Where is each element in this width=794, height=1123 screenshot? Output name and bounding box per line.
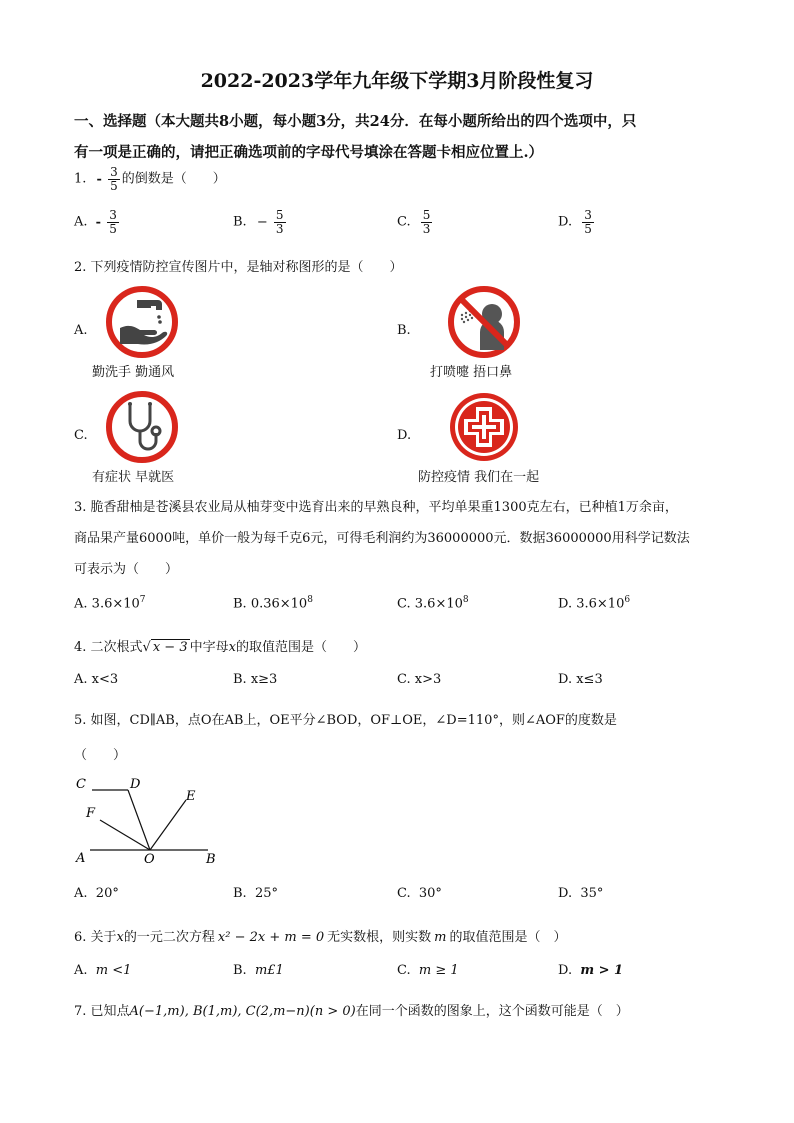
option-label: A. bbox=[74, 963, 88, 978]
question-text: 无实数根，则实数 bbox=[327, 930, 432, 945]
question-2-option-c-label[interactable]: C. bbox=[74, 428, 88, 443]
question-6-option-b[interactable] bbox=[233, 963, 284, 978]
minus-sign: - bbox=[96, 171, 102, 187]
question-text: 的倒数是（ ） bbox=[121, 171, 226, 187]
variable: x bbox=[116, 930, 124, 945]
option-label: A. bbox=[74, 214, 88, 230]
point-label-f: F bbox=[86, 806, 96, 821]
option-value: 20° bbox=[95, 886, 119, 901]
question-3-line3: 可表示为（ ） bbox=[74, 562, 179, 577]
question-6-option-c[interactable] bbox=[397, 963, 459, 978]
handwash-sign-icon bbox=[104, 284, 180, 360]
numerator: 5 bbox=[275, 208, 284, 222]
page-title: 2022-2023学年九年级下学期3月阶段性复习 bbox=[200, 70, 594, 92]
question-7-stem bbox=[74, 1000, 629, 1019]
exponent: 8 bbox=[307, 595, 313, 605]
stethoscope-sign-icon bbox=[104, 389, 180, 465]
option-value: 3.6×10 bbox=[576, 596, 625, 612]
option-label: C. bbox=[397, 963, 411, 978]
question-2-option-a-label[interactable]: A. bbox=[74, 323, 88, 338]
fraction bbox=[274, 209, 286, 235]
question-6-option-a[interactable] bbox=[74, 963, 131, 978]
point-label-o: O bbox=[144, 852, 155, 867]
point-label-b: B bbox=[206, 852, 216, 867]
denominator: 5 bbox=[584, 221, 592, 236]
question-text: 的一元二次方程 bbox=[123, 930, 215, 945]
option-value: m£1 bbox=[254, 963, 284, 978]
question-3-option-d[interactable] bbox=[558, 595, 630, 611]
option-label: D. bbox=[558, 214, 573, 230]
question-4-option-b[interactable]: B. x≥3 bbox=[233, 672, 278, 687]
question-1-option-a[interactable] bbox=[74, 209, 121, 235]
exponent: 8 bbox=[462, 595, 469, 605]
point-label-c: C bbox=[76, 777, 86, 792]
question-1-option-d[interactable] bbox=[558, 209, 596, 235]
points-expression: A(−1,m), B(1,m), C(2,m−n)(n > 0) bbox=[129, 1004, 356, 1019]
minus-sign: - bbox=[95, 214, 102, 230]
numerator: 3 bbox=[584, 208, 592, 222]
question-5-option-b[interactable] bbox=[233, 886, 278, 901]
question-4-option-d[interactable]: D. x≤3 bbox=[558, 672, 603, 687]
section-instructions-line1: 一、选择题（本大题共8小题，每小题3分，共24分．在每小题所给出的四个选项中，只 bbox=[74, 113, 637, 130]
option-value: m <1 bbox=[95, 963, 132, 978]
geometry-figure bbox=[70, 770, 230, 870]
question-5-option-d[interactable] bbox=[558, 886, 603, 901]
sqrt-symbol: √ bbox=[142, 640, 151, 655]
option-label: C. bbox=[397, 596, 411, 612]
question-2-option-d-caption: 防控疫情 我们在一起 bbox=[418, 470, 540, 485]
option-label: D. bbox=[558, 596, 573, 612]
question-6-option-d[interactable] bbox=[558, 963, 623, 978]
denominator: 3 bbox=[422, 221, 431, 236]
question-2-option-d-label[interactable]: D. bbox=[397, 428, 412, 443]
option-value: m ≥ 1 bbox=[418, 963, 459, 978]
option-label: C. bbox=[397, 886, 411, 901]
fraction bbox=[421, 209, 433, 235]
question-number: 1. bbox=[74, 171, 87, 187]
question-text: 6. 关于 bbox=[74, 930, 117, 945]
line-of bbox=[100, 820, 150, 850]
option-value: 0.36×10 bbox=[250, 596, 308, 612]
option-label: D. bbox=[558, 886, 573, 901]
numerator: 3 bbox=[109, 208, 117, 222]
question-text: 在同一个函数的图象上，这个函数可能是（ ） bbox=[355, 1004, 629, 1019]
question-3-option-b[interactable] bbox=[233, 595, 313, 611]
point-label-a: A bbox=[76, 851, 86, 866]
question-2-option-b-caption: 打喷嚏 捂口鼻 bbox=[430, 365, 513, 380]
question-text: 的取值范围是（ ） bbox=[235, 640, 366, 655]
question-text: 的取值范围是（ ） bbox=[449, 930, 567, 945]
option-value: 3.6×10 bbox=[91, 596, 140, 612]
question-text: 4. 二次根式 bbox=[74, 640, 143, 655]
question-5-option-c[interactable] bbox=[397, 886, 442, 901]
question-1-option-c[interactable] bbox=[397, 209, 434, 235]
question-3-line2: 商品果产量6000吨，单价一般为每千克6元，可得毛利润约为36000000元．数据36000000用科学记数法 bbox=[74, 531, 690, 546]
question-2-option-a-caption: 勤洗手 勤通风 bbox=[92, 365, 175, 380]
denominator: 5 bbox=[110, 178, 118, 193]
question-1-option-b[interactable] bbox=[233, 209, 288, 235]
option-label: B. bbox=[233, 886, 247, 901]
point-label-e: E bbox=[186, 789, 196, 804]
variable: x bbox=[228, 640, 236, 655]
option-label: A. bbox=[74, 596, 88, 612]
numerator: 5 bbox=[422, 208, 431, 222]
question-1-stem bbox=[74, 166, 226, 192]
question-6-stem bbox=[74, 926, 566, 945]
line-oe bbox=[150, 800, 186, 850]
option-value: 30° bbox=[418, 886, 442, 901]
exponent: 6 bbox=[624, 595, 631, 605]
medical-cross-sign-icon bbox=[446, 389, 522, 465]
option-label: D. bbox=[558, 963, 573, 978]
question-2-option-c-caption: 有症状 早就医 bbox=[92, 470, 175, 485]
question-5-option-a[interactable] bbox=[74, 886, 119, 901]
question-text: 中字母 bbox=[189, 640, 229, 655]
option-label: B. bbox=[233, 596, 247, 612]
minus-sign: − bbox=[256, 214, 268, 230]
option-label: C. bbox=[397, 214, 411, 230]
question-4-option-c[interactable]: C. x>3 bbox=[397, 672, 442, 687]
denominator: 3 bbox=[275, 221, 284, 236]
no-sneeze-sign-icon bbox=[446, 284, 522, 360]
equation: x² − 2x + m = 0 bbox=[217, 930, 325, 945]
question-3-option-a[interactable] bbox=[74, 595, 146, 611]
fraction bbox=[582, 209, 594, 235]
question-text: 7. 已知点 bbox=[74, 1004, 130, 1019]
question-4-stem bbox=[74, 636, 366, 655]
denominator: 5 bbox=[109, 221, 117, 236]
numerator: 3 bbox=[110, 165, 118, 179]
exponent: 7 bbox=[139, 595, 146, 605]
radicand: x − 3 bbox=[152, 640, 188, 655]
fraction bbox=[108, 166, 120, 192]
line-do bbox=[128, 790, 150, 850]
option-label: B. bbox=[233, 963, 247, 978]
question-3-option-c[interactable] bbox=[397, 595, 469, 611]
option-value: 25° bbox=[254, 886, 278, 901]
question-2-option-b-label[interactable]: B. bbox=[397, 323, 411, 338]
question-5-line1: 5. 如图，CD∥AB，点O在AB上，OE平分∠BOD，OF⊥OE，∠D=110°，则∠AOF的度数是 bbox=[74, 713, 617, 728]
fraction bbox=[107, 209, 119, 235]
question-5-line2: （ ） bbox=[74, 748, 127, 763]
point-label-d: D bbox=[130, 777, 141, 792]
option-label: B. bbox=[233, 214, 247, 230]
question-4-option-a[interactable]: A. x<3 bbox=[74, 672, 119, 687]
question-2-stem: 2. 下列疫情防控宣传图片中，是轴对称图形的是（ ） bbox=[74, 260, 403, 275]
option-value: 3.6×10 bbox=[414, 596, 463, 612]
option-value: m > 1 bbox=[580, 963, 624, 978]
option-value: 35° bbox=[580, 886, 604, 901]
section-instructions-line2: 有一项是正确的，请把正确选项前的字母代号填涂在答题卡相应位置上.） bbox=[74, 144, 544, 161]
variable: m bbox=[434, 930, 447, 945]
option-label: A. bbox=[74, 886, 88, 901]
question-3-line1: 3. 脆香甜柚是苍溪县农业局从柚芽变中选育出来的早熟良种，平均单果重1300克左右，已种植1万余亩， bbox=[74, 500, 678, 515]
